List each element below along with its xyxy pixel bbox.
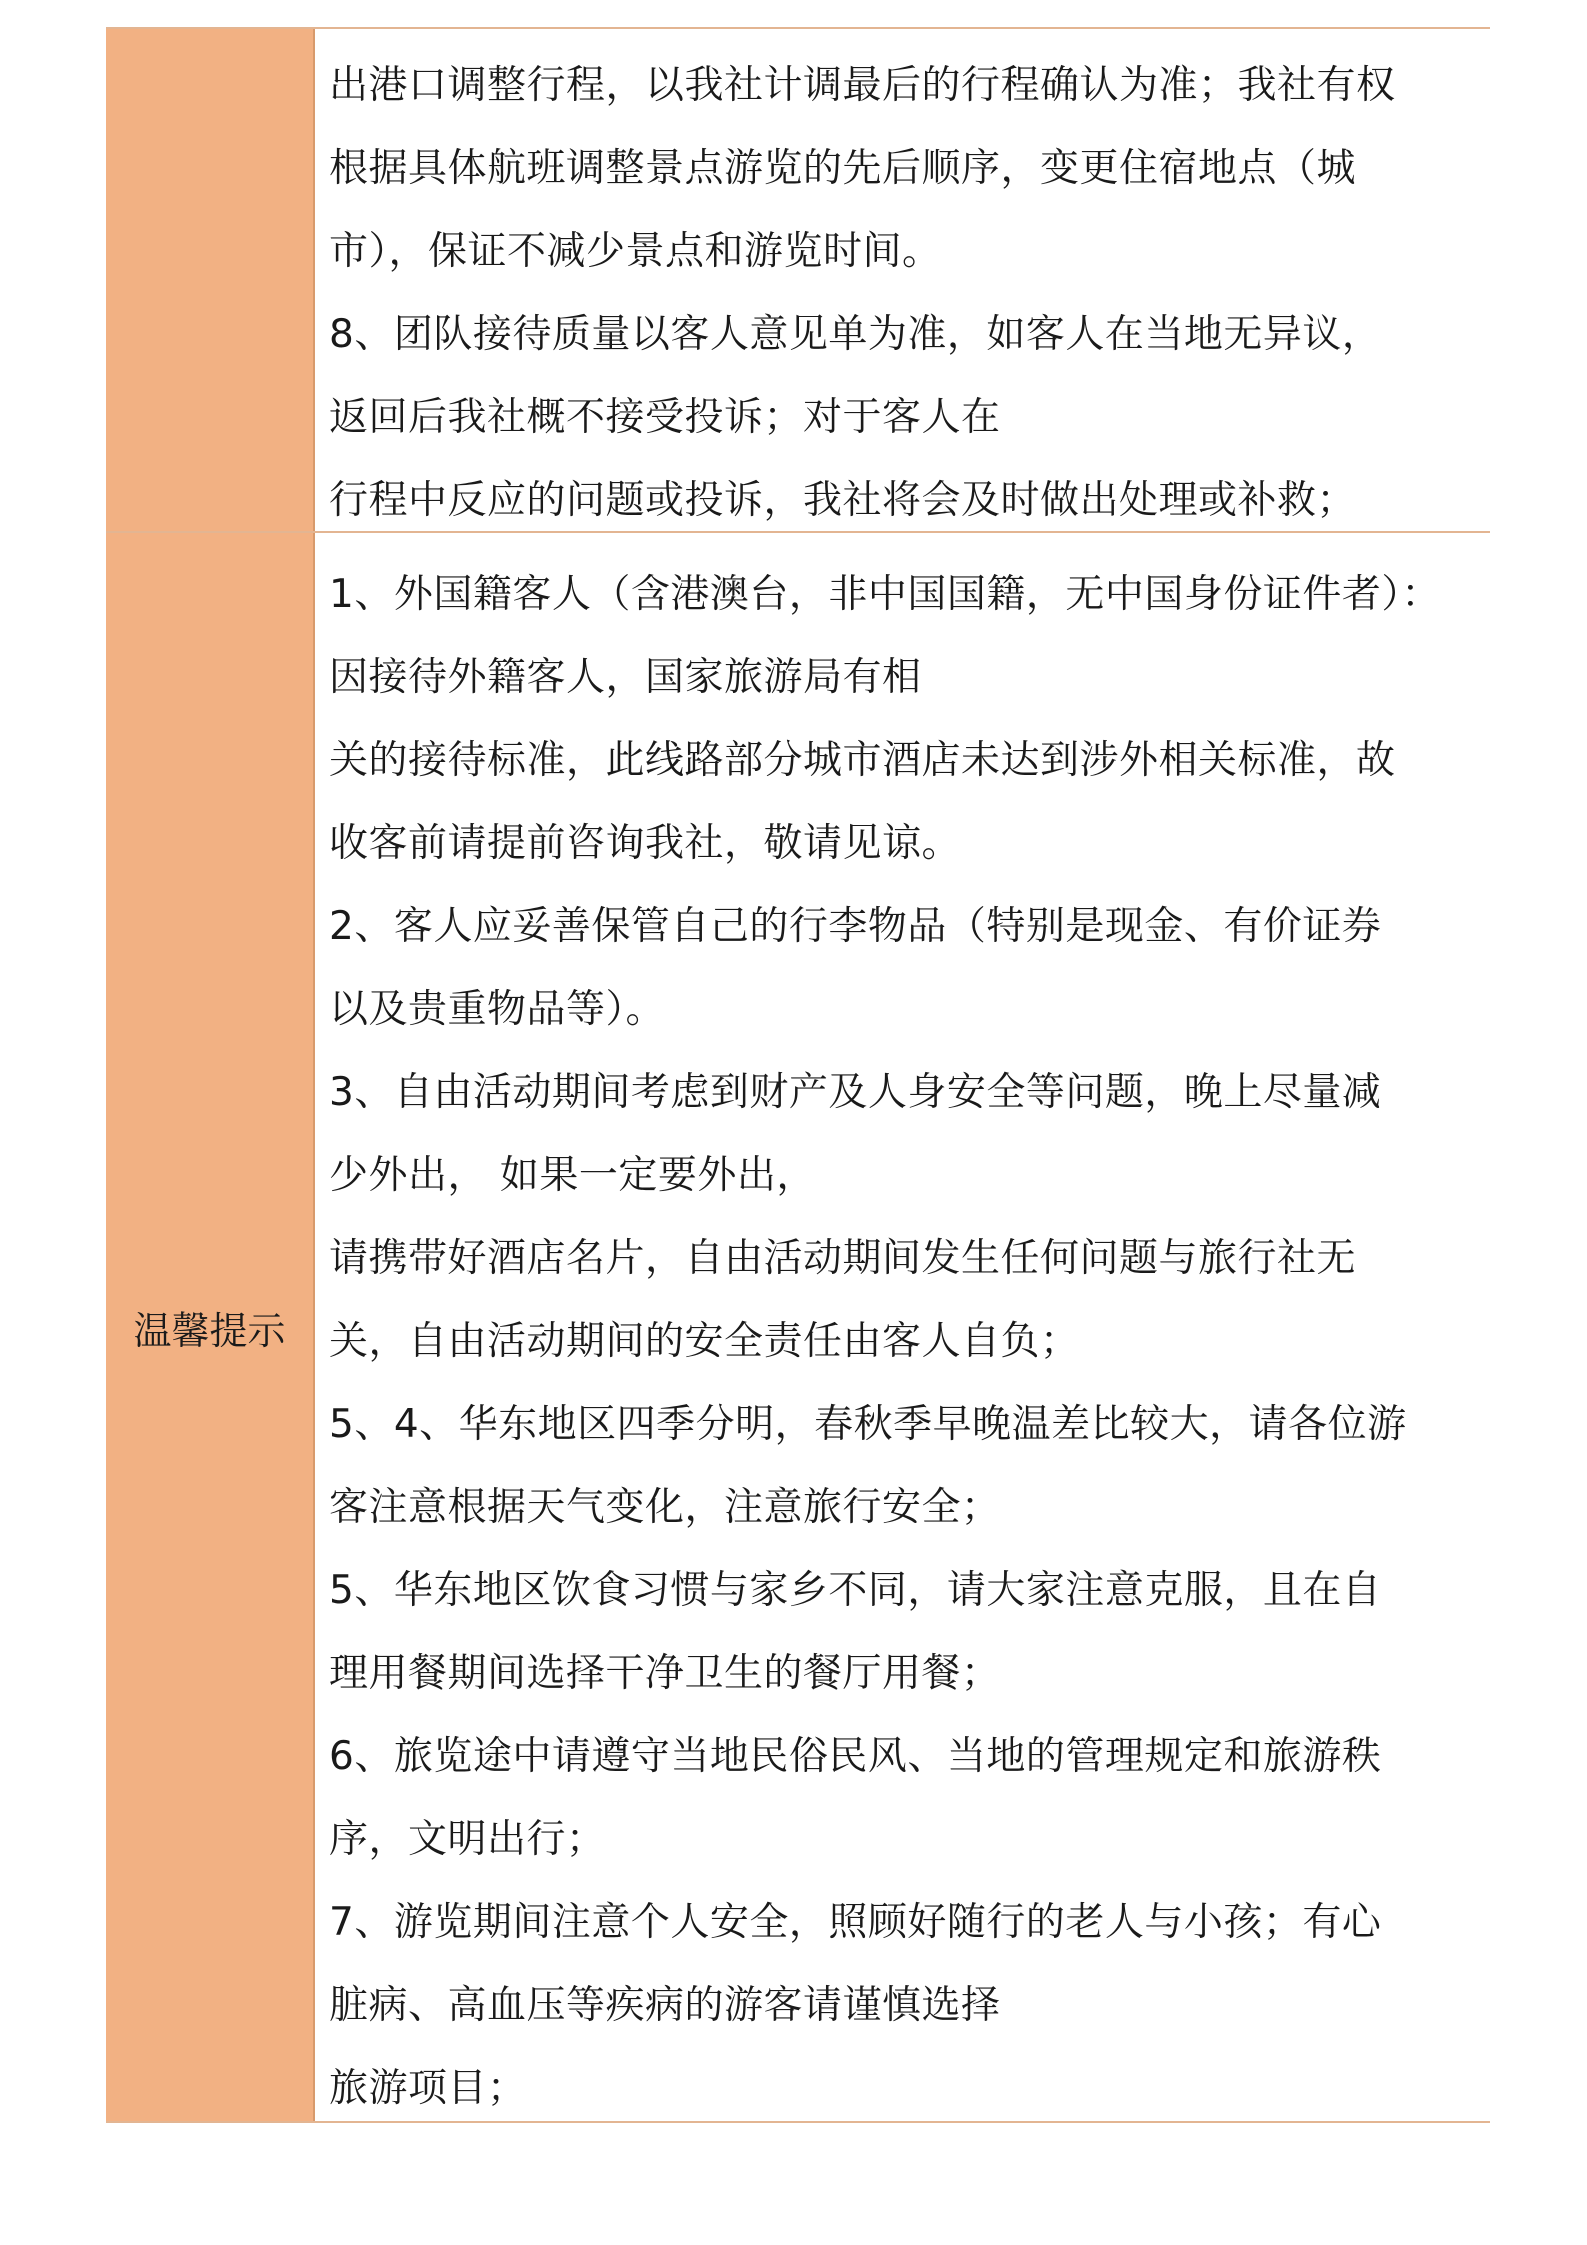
text-line: 行程中反应的问题或投诉，我社将会及时做出处理或补救； <box>329 478 1357 523</box>
row-content <box>315 29 1490 531</box>
text-line: 7、游览期间注意个人安全，照顾好随行的老人与小孩；有心 <box>329 1900 1382 1945</box>
text-line: 市），保证不减少景点和游览时间。 <box>329 229 942 274</box>
text-line: 旅游项目； <box>329 2066 527 2111</box>
text-line: 请携带好酒店名片，自由活动期间发生任何问题与旅行社无 <box>329 1236 1357 1281</box>
text-line: 出港口调整行程，以我社计调最后的行程确认为准；我社有权 <box>329 63 1396 108</box>
text-line: 关的接待标准，此线路部分城市酒店未达到涉外相关标准，故 <box>329 738 1396 783</box>
text-line: 根据具体航班调整景点游览的先后顺序，变更住宿地点（城 <box>329 146 1357 191</box>
row-label <box>106 29 315 531</box>
table-row <box>106 531 1490 2123</box>
text-line: 理用餐期间选择干净卫生的餐厅用餐； <box>329 1651 1001 1696</box>
text-line: 序，文明出行； <box>329 1817 606 1862</box>
text-line: 5、4、华东地区四季分明，春秋季早晚温差比较大，请各位游 <box>329 1402 1407 1447</box>
text-line: 以及贵重物品等）。 <box>329 987 666 1032</box>
text-line: 因接待外籍客人，国家旅游局有相 <box>329 655 922 700</box>
table-row <box>106 27 1490 531</box>
row-content <box>315 533 1490 2121</box>
text-line: 6、旅览途中请遵守当地民俗民风、当地的管理规定和旅游秩 <box>329 1734 1382 1779</box>
row-label-warm-tips: 温馨提示 <box>106 533 315 2121</box>
text-line: 8、团队接待质量以客人意见单为准，如客人在当地无异议， <box>329 312 1382 357</box>
text-line: 3、自由活动期间考虑到财产及人身安全等问题，晚上尽量减 <box>329 1070 1382 1115</box>
text-line: 5、华东地区饮食习惯与家乡不同，请大家注意克服，且在自 <box>329 1568 1382 1613</box>
text-line: 关，自由活动期间的安全责任由客人自负； <box>329 1319 1080 1364</box>
notes-table <box>106 27 1490 2123</box>
text-line: 收客前请提前咨询我社，敬请见谅。 <box>329 821 962 866</box>
text-line: 脏病、高血压等疾病的游客请谨慎选择 <box>329 1983 1001 2028</box>
text-line: 2、客人应妥善保管自己的行李物品（特别是现金、有价证券 <box>329 904 1382 949</box>
text-line: 客注意根据天气变化，注意旅行安全； <box>329 1485 1001 1530</box>
text-line: 1、外国籍客人（含港澳台，非中国国籍，无中国身份证件者）： <box>329 572 1441 617</box>
text-line: 返回后我社概不接受投诉；对于客人在 <box>329 395 1001 440</box>
text-line: 少外出， 如果一定要外出， <box>329 1153 816 1198</box>
